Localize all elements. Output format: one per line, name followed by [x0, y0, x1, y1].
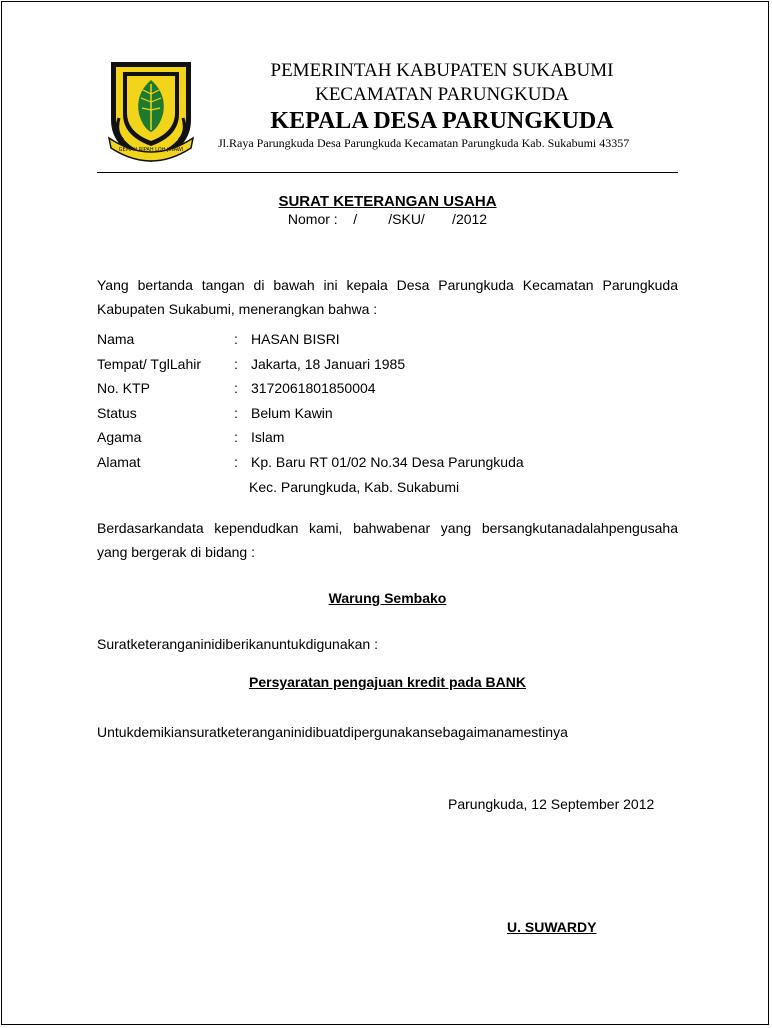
identity-separator: : [234, 356, 238, 372]
identity-value: Belum Kawin [251, 405, 333, 421]
business-field: Warung Sembako [328, 590, 447, 606]
government-name: PEMERINTAH KABUPATEN SUKABUMI [270, 60, 614, 81]
identity-separator: : [234, 380, 238, 396]
intro-paragraph: Yang bertanda tangan di bawah ini kepala Desa Parungkuda Kecamatan Parungkuda Kabupaten Sukabumi, menerangkan bahwa : [97, 277, 678, 317]
district-name: KECAMATAN PARUNGKUDA [315, 84, 569, 105]
purpose-intro: Suratketeranganinidiberikanuntukdigunakan : [97, 636, 378, 652]
identity-label: Alamat [97, 454, 141, 470]
identity-label: Agama [97, 429, 142, 445]
purpose-text: Persyaratan pengajuan kredit pada BANK [249, 674, 526, 690]
identity-value: 3172061801850004 [251, 380, 376, 396]
identity-separator: : [234, 454, 238, 470]
signatory-name: U. SUWARDY [507, 919, 597, 935]
identity-label: Tempat/ TglLahir [97, 356, 202, 372]
office-address: Jl.Raya Parungkuda Desa Parungkuda Kecamatan Parungkuda Kab. Sukabumi 43357 [218, 136, 630, 150]
identity-label: No. KTP [97, 380, 150, 396]
identity-separator: : [234, 405, 238, 421]
header-divider [97, 172, 678, 173]
document-title: SURAT KETERANGAN USAHA [278, 193, 497, 210]
address-continuation: Kec. Parungkuda, Kab. Sukabumi [249, 479, 460, 495]
identity-separator: : [234, 429, 238, 445]
svg-text:GEMAH RIPAH LOH JINAWI: GEMAH RIPAH LOH JINAWI [118, 147, 184, 153]
identity-separator: : [234, 331, 238, 347]
place-and-date: Parungkuda, 12 September 2012 [448, 796, 655, 812]
identity-value: Jakarta, 18 Januari 1985 [251, 356, 406, 372]
identity-label: Nama [97, 331, 135, 347]
statement-paragraph: Berdasarkandata kependudkan kami, bahwabenar yang bersangkutanadalahpengusaha yang bergerak di bidang : [97, 520, 678, 560]
sukabumi-emblem-icon [105, 58, 197, 166]
logo-motto [119, 147, 184, 153]
identity-value: Islam [251, 429, 285, 445]
document-number: Nomor : / /SKU/ /2012 [287, 211, 488, 227]
office-name: KEPALA DESA PARUNGKUDA [270, 108, 614, 134]
document-page [1, 1, 769, 1025]
identity-value: HASAN BISRI [251, 331, 340, 347]
closing-paragraph: Untukdemikiansuratketeranganinidibuatdipergunakansebagaimanamestinya [97, 724, 568, 740]
identity-label: Status [97, 405, 137, 421]
identity-value: Kp. Baru RT 01/02 No.34 Desa Parungkuda [251, 454, 524, 470]
